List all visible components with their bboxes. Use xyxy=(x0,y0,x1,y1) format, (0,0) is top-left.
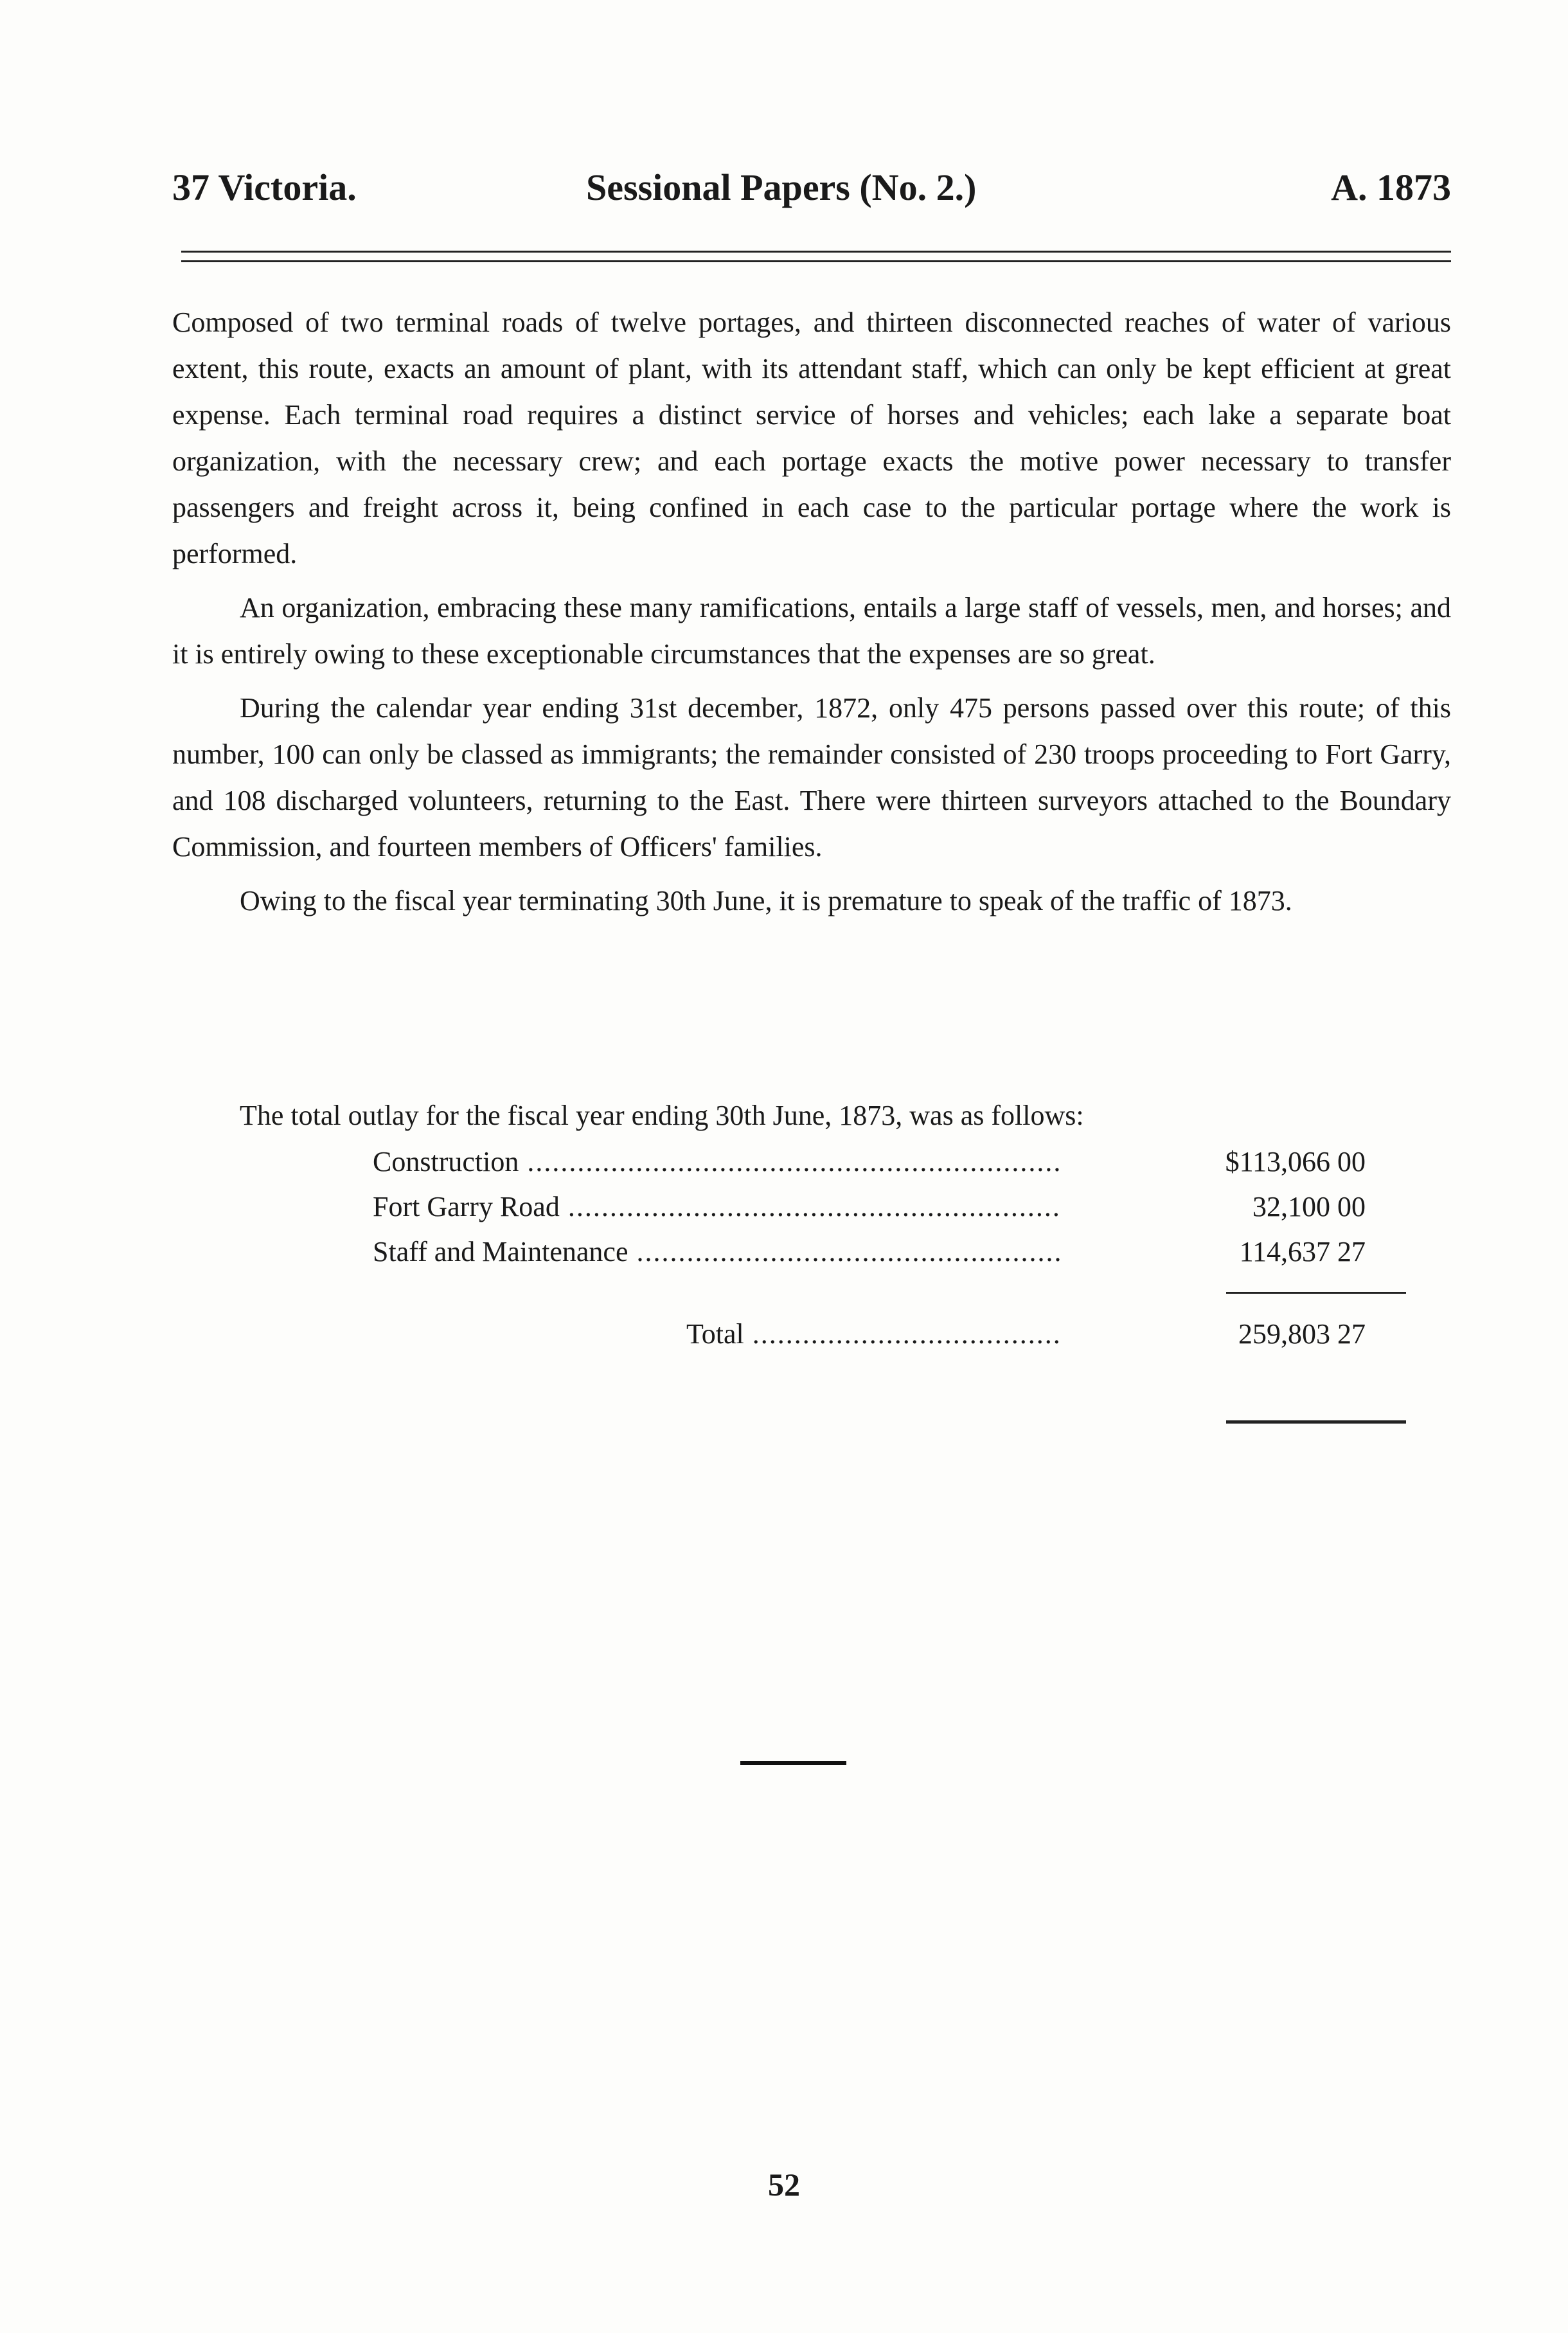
page-number: 52 xyxy=(768,2167,800,2203)
sum-rule xyxy=(1226,1292,1406,1294)
outlay-section xyxy=(172,1093,1451,1356)
outlay-row xyxy=(172,1229,1451,1274)
outlay-row xyxy=(172,1184,1451,1229)
outlay-total-amount: 259,803 27 xyxy=(1062,1311,1366,1357)
header-year: A. 1873 xyxy=(1331,166,1451,208)
outlay-label: Fort Garry Road xyxy=(373,1191,560,1222)
outlay-intro: The total outlay for the fiscal year ending 30th June, 1873, was as follows: xyxy=(240,1100,1084,1131)
header-double-rule xyxy=(181,251,1451,262)
outlay-amount: 32,100 00 xyxy=(1062,1184,1366,1230)
outlay-total-label: Total xyxy=(686,1318,744,1350)
outlay-label: Construction xyxy=(373,1146,519,1177)
outlay-row xyxy=(172,1139,1451,1184)
outlay-label: Staff and Maintenance xyxy=(373,1236,628,1267)
body-text xyxy=(172,299,1451,932)
paragraph-organization: An organization, embracing these many ramifications, entails a large staff of vessels, men, and horses; and it is entirely owing to these exceptionable circumstances that the expenses are so great. xyxy=(172,592,1451,670)
header-title: Sessional Papers (No. 2.) xyxy=(586,166,977,208)
paragraph-passengers: During the calendar year ending 31st december, 1872, only 475 persons passed over this route; of this number, 100 can only be classed as immigrants; the remainder consisted of 230 troops proceeding to Fort Garry, and 108 discharged volunteers, returning to the East. There were thirteen surveyors attached to the Boundary Commission, and fourteen members of Officers' families. xyxy=(172,692,1451,863)
outlay-total-row xyxy=(172,1311,1451,1356)
paragraph-route: Composed of two terminal roads of twelve portages, and thirteen disconnected reaches of water of various extent, this route, exacts an amount of plant, with its attendant staff, which can only be kept efficient at great expense. Each terminal road requires a distinct service of horses and vehicles; each lake a separate boat organization, with the necessary crew; and each portage exacts the motive power necessary to transfer passengers and freight across it, being confined in each case to the particular portage where the work is performed. xyxy=(172,307,1451,569)
outlay-amount: $113,066 00 xyxy=(1062,1139,1366,1185)
section-end-rule xyxy=(740,1761,846,1765)
running-header xyxy=(172,166,1451,217)
outlay-table xyxy=(172,1139,1451,1356)
outlay-amount: 114,637 27 xyxy=(1062,1229,1366,1275)
total-rule xyxy=(1226,1420,1406,1424)
header-volume: 37 Victoria. xyxy=(172,166,357,208)
paragraph-fiscal-year: Owing to the fiscal year terminating 30th June, it is premature to speak of the traffic of 1873. xyxy=(240,885,1292,916)
